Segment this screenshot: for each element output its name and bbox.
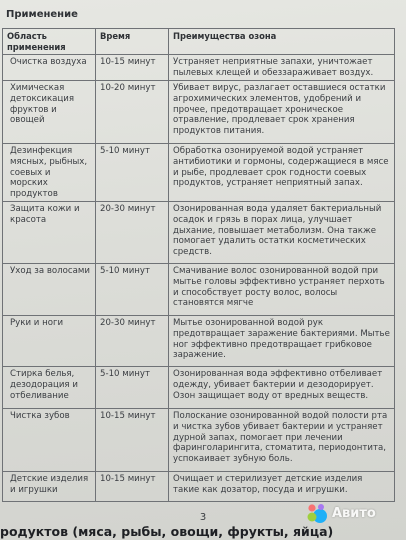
row-area: Химическая детоксикация фруктов и овощей — [3, 81, 96, 144]
table-row — [3, 144, 395, 202]
header-benefits: Преимущества озона — [169, 29, 395, 55]
row-benefits: Очищает и стерилизует детские изделия такие как дозатор, посуда и игрушки. — [169, 472, 395, 502]
row-time: 5-10 минут — [96, 264, 169, 316]
row-time: 5-10 минут — [96, 144, 169, 202]
row-benefits: Устраняет неприятные запахи, уничтожает пылевых клещей и обеззараживает воздух. — [169, 55, 395, 81]
row-time: 20-30 минут — [96, 202, 169, 264]
row-area: Руки и ноги — [3, 316, 96, 367]
header-area: Область применения — [3, 29, 96, 55]
watermark-text: Авито — [332, 505, 376, 521]
row-area: Детские изделия и игрушки — [3, 472, 96, 502]
table-row — [3, 409, 395, 472]
row-area: Очистка воздуха — [3, 55, 96, 81]
row-time: 10-15 минут — [96, 472, 169, 502]
row-area: Уход за волосами — [3, 264, 96, 316]
row-time: 10-15 минут — [96, 55, 169, 81]
row-benefits: Полоскание озонированной водой полости рта и чистка зубов убивает бактерии и устраняет дурной запах, помогает при лечении фаринголарингита, стоматита, периодонтита, успокаивает зубную боль. — [169, 409, 395, 472]
table-row — [3, 202, 395, 264]
header-time: Время — [96, 29, 169, 55]
row-benefits: Мытье озонированной водой рук предотвращает заражение бактериями. Мытье ног эффективно предотвращает грибковое заражение. — [169, 316, 395, 367]
row-benefits: Озонированная вода эффективно отбеливает одежду, убивает бактерии и дезодорирует. Озон защищает воду от вредных веществ. — [169, 367, 395, 409]
table-row — [3, 55, 395, 81]
row-benefits: Обработка озонируемой водой устраняет антибиотики и гормоны, содержащиеся в мясе и рыбе, продлевает срок годности соевых продуктов, устраняет неприятный запах. — [169, 144, 395, 202]
row-area: Дезинфекция мясных, рыбных, соевых и морских продуктов — [3, 144, 96, 202]
row-benefits: Убивает вирус, разлагает оставшиеся остатки агрохимических элементов, удобрений и прочее, предотвращает хроническое отравление, продлевает срок хранения продуктов питания. — [169, 81, 395, 144]
row-area: Чистка зубов — [3, 409, 96, 472]
avito-logo-icon — [306, 502, 328, 524]
table-row — [3, 367, 395, 409]
next-page-text: родуктов (мяса, рыбы, овощи, фрукты, яйца) — [0, 524, 334, 539]
row-benefits: Озонированная вода удаляет бактериальный осадок и грязь в порах лица, улучшает дыхание, повышает метаболизм. Она также помогает удалить остатки косметических средств. — [169, 202, 395, 264]
row-time: 10-15 минут — [96, 409, 169, 472]
row-time: 5-10 минут — [96, 367, 169, 409]
row-time: 10-20 минут — [96, 81, 169, 144]
section-heading: Применение — [6, 9, 78, 20]
ozone-application-table — [2, 28, 395, 502]
table-row — [3, 264, 395, 316]
table-row — [3, 81, 395, 144]
row-area: Защита кожи и красота — [3, 202, 96, 264]
row-area: Стирка белья, дезодорация и отбеливание — [3, 367, 96, 409]
table-row — [3, 472, 395, 502]
table-header-row — [3, 29, 395, 55]
table-row — [3, 316, 395, 367]
row-benefits: Смачивание волос озонированной водой при мытье головы эффективно устраняет перхоть и способствует росту волос, волосы становятся мягче — [169, 264, 395, 316]
page-number: 3 — [199, 512, 207, 523]
row-time: 20-30 минут — [96, 316, 169, 367]
watermark — [306, 500, 400, 526]
